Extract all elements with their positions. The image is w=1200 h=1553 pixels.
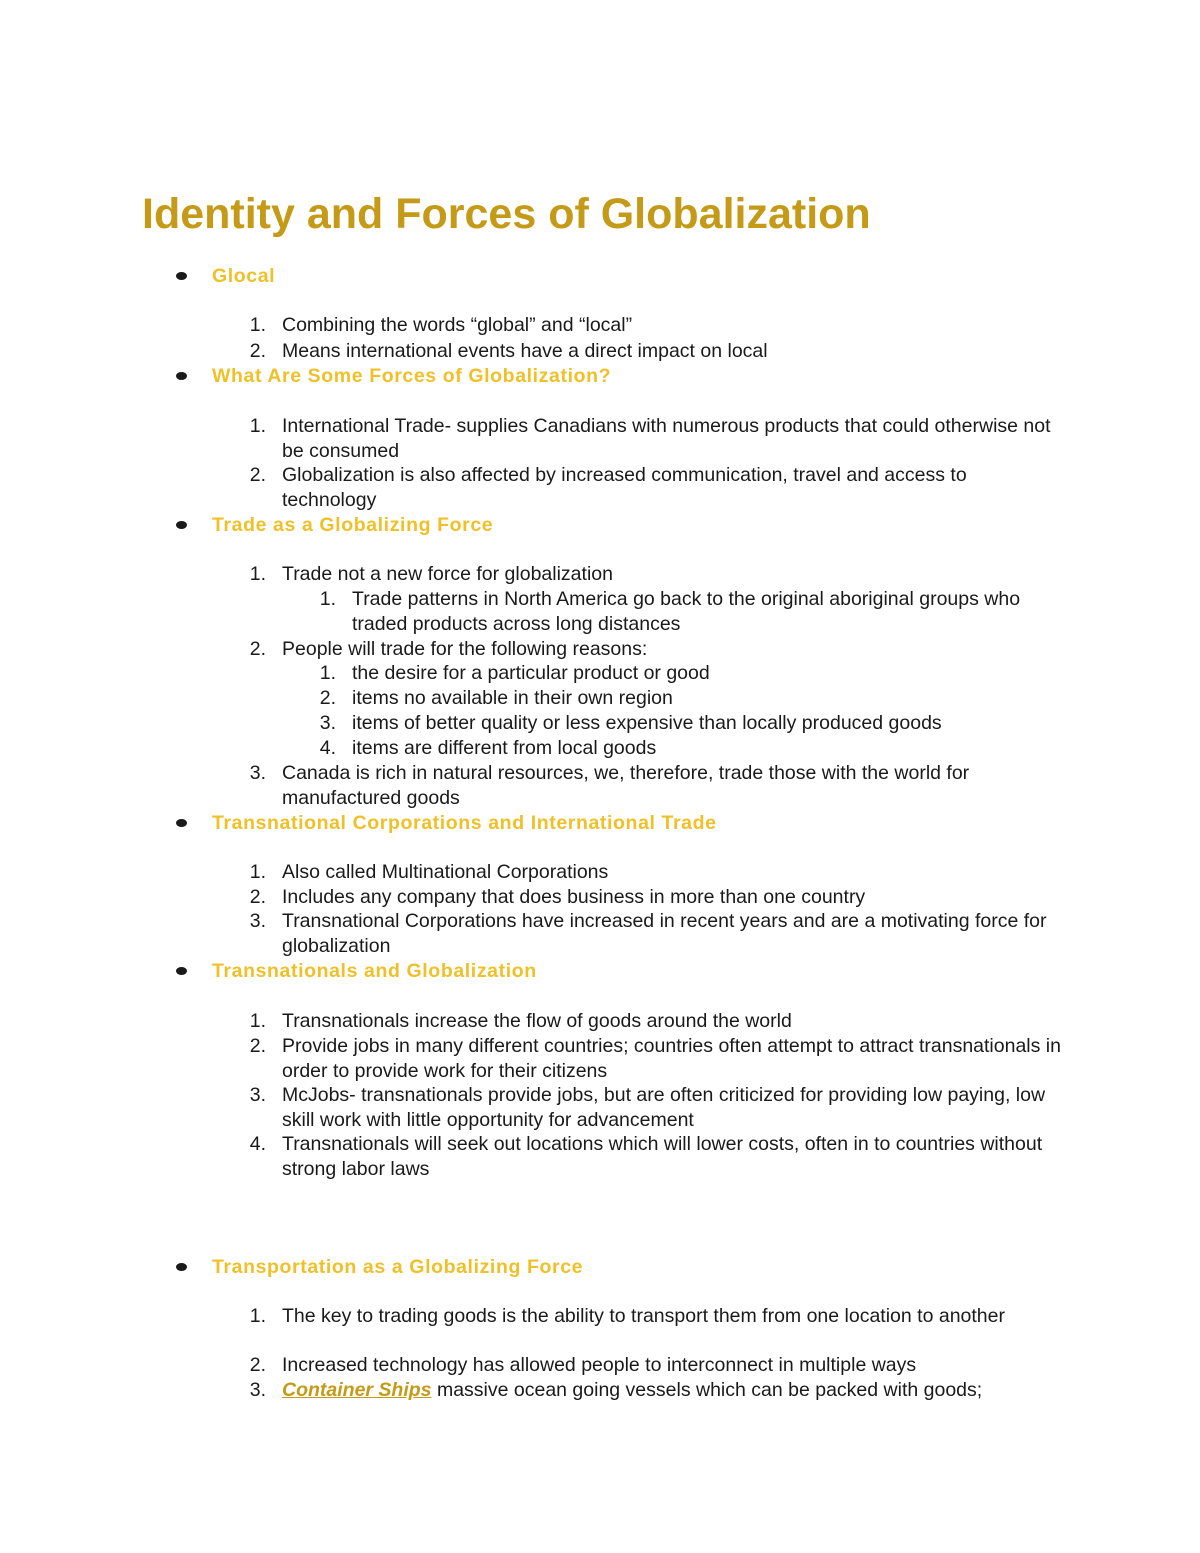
list-item: People will trade for the following reasons:: [282, 638, 648, 660]
section-heading-transport: Transportation as a Globalizing Force: [212, 1256, 584, 1278]
section-heading-trade: Trade as a Globalizing Force: [212, 514, 494, 536]
page-title: Identity and Forces of Globalization: [142, 190, 871, 238]
list-item: Combining the words “global” and “local”: [282, 314, 633, 336]
container-ships-link[interactable]: Container Ships: [282, 1379, 432, 1401]
list-number: 3.: [249, 910, 266, 932]
list-item: Trade not a new force for globalization: [282, 563, 613, 585]
bullet-icon: [176, 967, 187, 975]
list-item: Also called Multinational Corporations: [282, 861, 609, 883]
list-item: the desire for a particular product or good: [352, 662, 710, 684]
list-number: 1.: [249, 1305, 266, 1327]
section-heading-glocal: Glocal: [212, 265, 276, 287]
bullet-icon: [176, 1263, 187, 1271]
list-item: The key to trading goods is the ability to transport them from one location to another: [282, 1305, 1005, 1327]
list-item: Means international events have a direct impact on local: [282, 340, 768, 362]
section-heading-tnc: Transnational Corporations and International Trade: [212, 812, 717, 834]
list-number: 1.: [249, 314, 266, 336]
section-heading-forces: What Are Some Forces of Globalization?: [212, 365, 612, 387]
list-number: 3.: [319, 712, 336, 734]
list-item: items are different from local goods: [352, 737, 657, 759]
list-number: 1.: [249, 415, 266, 437]
bullet-icon: [176, 272, 187, 280]
list-item: International Trade- supplies Canadians with numerous products that could otherwise not be consumed: [282, 415, 1051, 462]
list-number: 1.: [249, 1010, 266, 1032]
list-item: Canada is rich in natural resources, we, therefore, trade those with the world for manufactured goods: [282, 762, 970, 809]
list-number: 2.: [249, 340, 266, 362]
list-number: 2.: [319, 687, 336, 709]
list-number: 1.: [249, 563, 266, 585]
bullet-icon: [176, 521, 187, 529]
list-number: 2.: [249, 638, 266, 660]
list-item: Transnationals will seek out locations which will lower costs, often in to countries without strong labor laws: [282, 1133, 1043, 1180]
list-number: 4.: [249, 1133, 266, 1155]
list-number: 3.: [249, 762, 266, 784]
list-number: 4.: [319, 737, 336, 759]
list-item: items no available in their own region: [352, 687, 673, 709]
list-item: Increased technology has allowed people to interconnect in multiple ways: [282, 1354, 917, 1376]
bullet-icon: [176, 819, 187, 827]
list-item: [282, 1378, 1062, 1403]
list-number: 2.: [249, 1354, 266, 1376]
list-number: 2.: [249, 1035, 266, 1057]
list-number: 3.: [249, 1084, 266, 1106]
list-number: 2.: [249, 464, 266, 486]
list-item: Trade patterns in North America go back to the original aboriginal groups who traded products across long distances: [352, 588, 1021, 635]
list-item-text: massive ocean going vessels which can be packed with goods;: [431, 1379, 983, 1401]
list-item: Provide jobs in many different countries; countries often attempt to attract transnationals in order to provide work for their citizens: [282, 1035, 1061, 1082]
list-item: Includes any company that does business in more than one country: [282, 886, 866, 908]
list-number: 3.: [249, 1379, 266, 1401]
list-number: 2.: [249, 886, 266, 908]
list-item: Transnationals increase the flow of goods around the world: [282, 1010, 792, 1032]
bullet-icon: [176, 372, 187, 380]
section-heading-tng: Transnationals and Globalization: [212, 960, 537, 982]
list-number: 1.: [319, 662, 336, 684]
list-number: 1.: [249, 861, 266, 883]
list-number: 1.: [319, 588, 336, 610]
list-item: items of better quality or less expensive than locally produced goods: [352, 712, 942, 734]
list-item: Globalization is also affected by increased communication, travel and access to technology: [282, 464, 967, 511]
list-item: Transnational Corporations have increased in recent years and are a motivating force for globalization: [282, 910, 1047, 957]
list-item: McJobs- transnationals provide jobs, but are often criticized for providing low paying, low skill work with little opportunity for advancement: [282, 1084, 1046, 1131]
